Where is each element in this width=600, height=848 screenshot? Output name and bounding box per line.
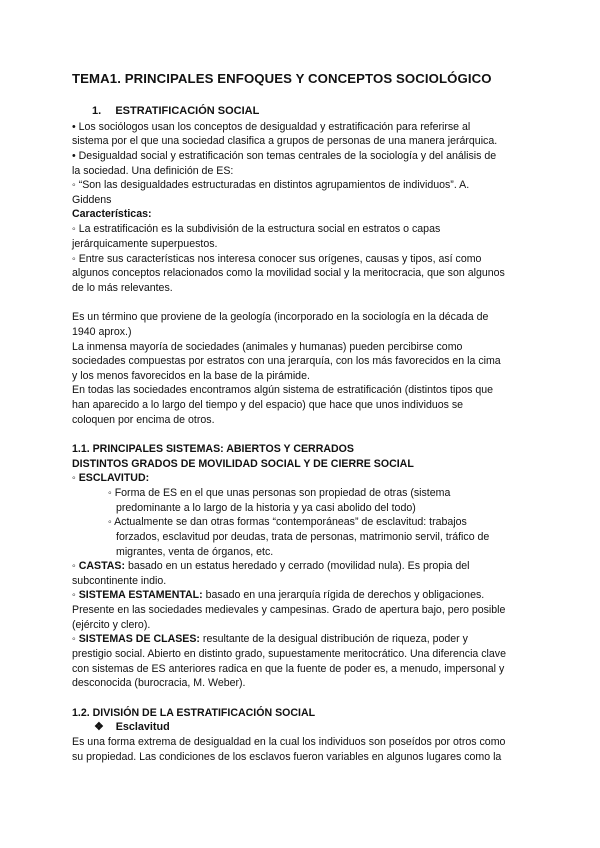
paragraph-line: sociedades compuestas por estratos con una jerarquía, con los más favorecidos en la cima — [72, 355, 501, 367]
castas-text: basado en un estatus heredado y cerrado (movilidad nula). Es propia del — [125, 560, 470, 572]
paragraph-line: (ejército y clero). — [72, 619, 151, 631]
esclavitud-label: ◦ ESCLAVITUD: — [72, 472, 150, 484]
paragraph-line: Es una forma extrema de desigualdad en la cual los individuos son poseídos por otros como — [72, 736, 506, 748]
paragraph-line: desconocida (burocracia, M. Weber). — [72, 677, 246, 689]
paragraph-line: la sociedad. Una definición de ES: — [72, 165, 234, 177]
paragraph-line: ◦ La estratificación es la subdivisión de la estructura social en estratos o capas — [72, 223, 441, 235]
indented-line: ◦ Forma de ES en el que unas personas son propiedad de otras (sistema — [108, 487, 451, 499]
paragraph-line: • Los sociólogos usan los conceptos de desigualdad y estratificación para referirse al — [72, 121, 471, 133]
section-1-1-heading: 1.1. PRINCIPALES SISTEMAS: ABIERTOS Y CERRADOS — [72, 443, 354, 455]
paragraph-line: su propiedad. Las condiciones de los esclavos fueron variables en algunos lugares como la — [72, 751, 502, 763]
indented-line: predominante a lo largo de la historia y ya casi abolido del todo) — [116, 502, 416, 514]
paragraph-line: y los menos favorecidos en la base de la pirámide. — [72, 370, 310, 382]
paragraph-line: La inmensa mayoría de sociedades (animales y humanas) pueden percibirse como — [72, 341, 463, 353]
castas-label: CASTAS: — [78, 560, 125, 572]
paragraph-line: de lo más relevantes. — [72, 282, 173, 294]
section-1-heading — [92, 105, 259, 117]
paragraph-line: Giddens — [72, 194, 112, 206]
paragraph-line: 1940 aprox.) — [72, 326, 132, 338]
section-1-number: 1. — [92, 105, 102, 117]
paragraph-line: subcontinente indio. — [72, 575, 167, 587]
paragraph-line: Es un término que proviene de la geología (incorporado en la sociología en la década de — [72, 311, 489, 323]
paragraph-line: • Desigualdad social y estratificación son temas centrales de la sociología y del análisis de — [72, 150, 497, 162]
estamental-label: SISTEMA ESTAMENTAL: — [78, 589, 203, 601]
paragraph-line: sistema por el que una sociedad clasifica a grupos de personas de una manera jerárquica. — [72, 135, 498, 147]
paragraph-line: algunos conceptos relacionados como la movilidad social y la meritocracia, que son algunos — [72, 267, 505, 279]
esclavitud-subheading — [94, 720, 170, 733]
paragraph-line: jerárquicamente superpuestos. — [72, 238, 218, 250]
bullet: ◦ — [72, 589, 79, 601]
paragraph-line: coloquen por encima de otros. — [72, 414, 215, 426]
indented-line: forzados, esclavitud por deudas, trata de personas, matrimonio servil, tráfico de — [116, 531, 490, 543]
paragraph-line: han aparecido a lo largo del tiempo y del espacio) que hace que unos individuos se — [72, 399, 464, 411]
esclavitud-subheading-text: Esclavitud — [115, 721, 170, 733]
bullet: ◦ — [72, 633, 79, 645]
section-1-1-subheading: DISTINTOS GRADOS DE MOVILIDAD SOCIAL Y DE CIERRE SOCIAL — [72, 458, 414, 470]
paragraph-line: ◦ “Son las desigualdades estructuradas en distintos agrupamientos de individuos”. A. — [72, 179, 470, 191]
paragraph-line: prestigio social. Abierto en distinto grado, supuestamente meritocrático. Una diferencia clave — [72, 648, 506, 660]
paragraph-line: En todas las sociedades encontramos algún sistema de estratificación (distintos tipos que — [72, 384, 494, 396]
section-1-2-heading: 1.2. DIVISIÓN DE LA ESTRATIFICACIÓN SOCIAL — [72, 707, 316, 719]
castas-line — [72, 559, 470, 573]
paragraph-line: con sistemas de ES anteriores radica en que la fuente de poder es, a menudo, impersonal y — [72, 663, 505, 675]
diamond-bullet-icon: ❖ — [94, 721, 104, 733]
paragraph-line: ◦ Entre sus características nos interesa conocer sus orígenes, causas y tipos, así como — [72, 253, 482, 265]
caracteristicas-label: Características: — [72, 208, 152, 220]
estamental-line — [72, 588, 484, 602]
indented-line: migrantes, venta de órganos, etc. — [116, 546, 274, 558]
section-1-title: ESTRATIFICACIÓN SOCIAL — [115, 105, 260, 117]
indented-line: ◦ Actualmente se dan otras formas “contemporáneas” de esclavitud: trabajos — [108, 516, 467, 528]
clases-line — [72, 632, 468, 646]
estamental-text: basado en una jerarquía rígida de derechos y obligaciones. — [202, 589, 485, 601]
clases-label: SISTEMAS DE CLASES: — [78, 633, 200, 645]
bullet: ◦ — [72, 560, 79, 572]
paragraph-line: Presente en las sociedades medievales y campesinas. Grado de apertura bajo, pero posible — [72, 604, 506, 616]
document-title: TEMA1. PRINCIPALES ENFOQUES Y CONCEPTOS SOCIOLÓGICO — [72, 71, 492, 86]
clases-text: resultante de la desigual distribución de riqueza, poder y — [199, 633, 468, 645]
